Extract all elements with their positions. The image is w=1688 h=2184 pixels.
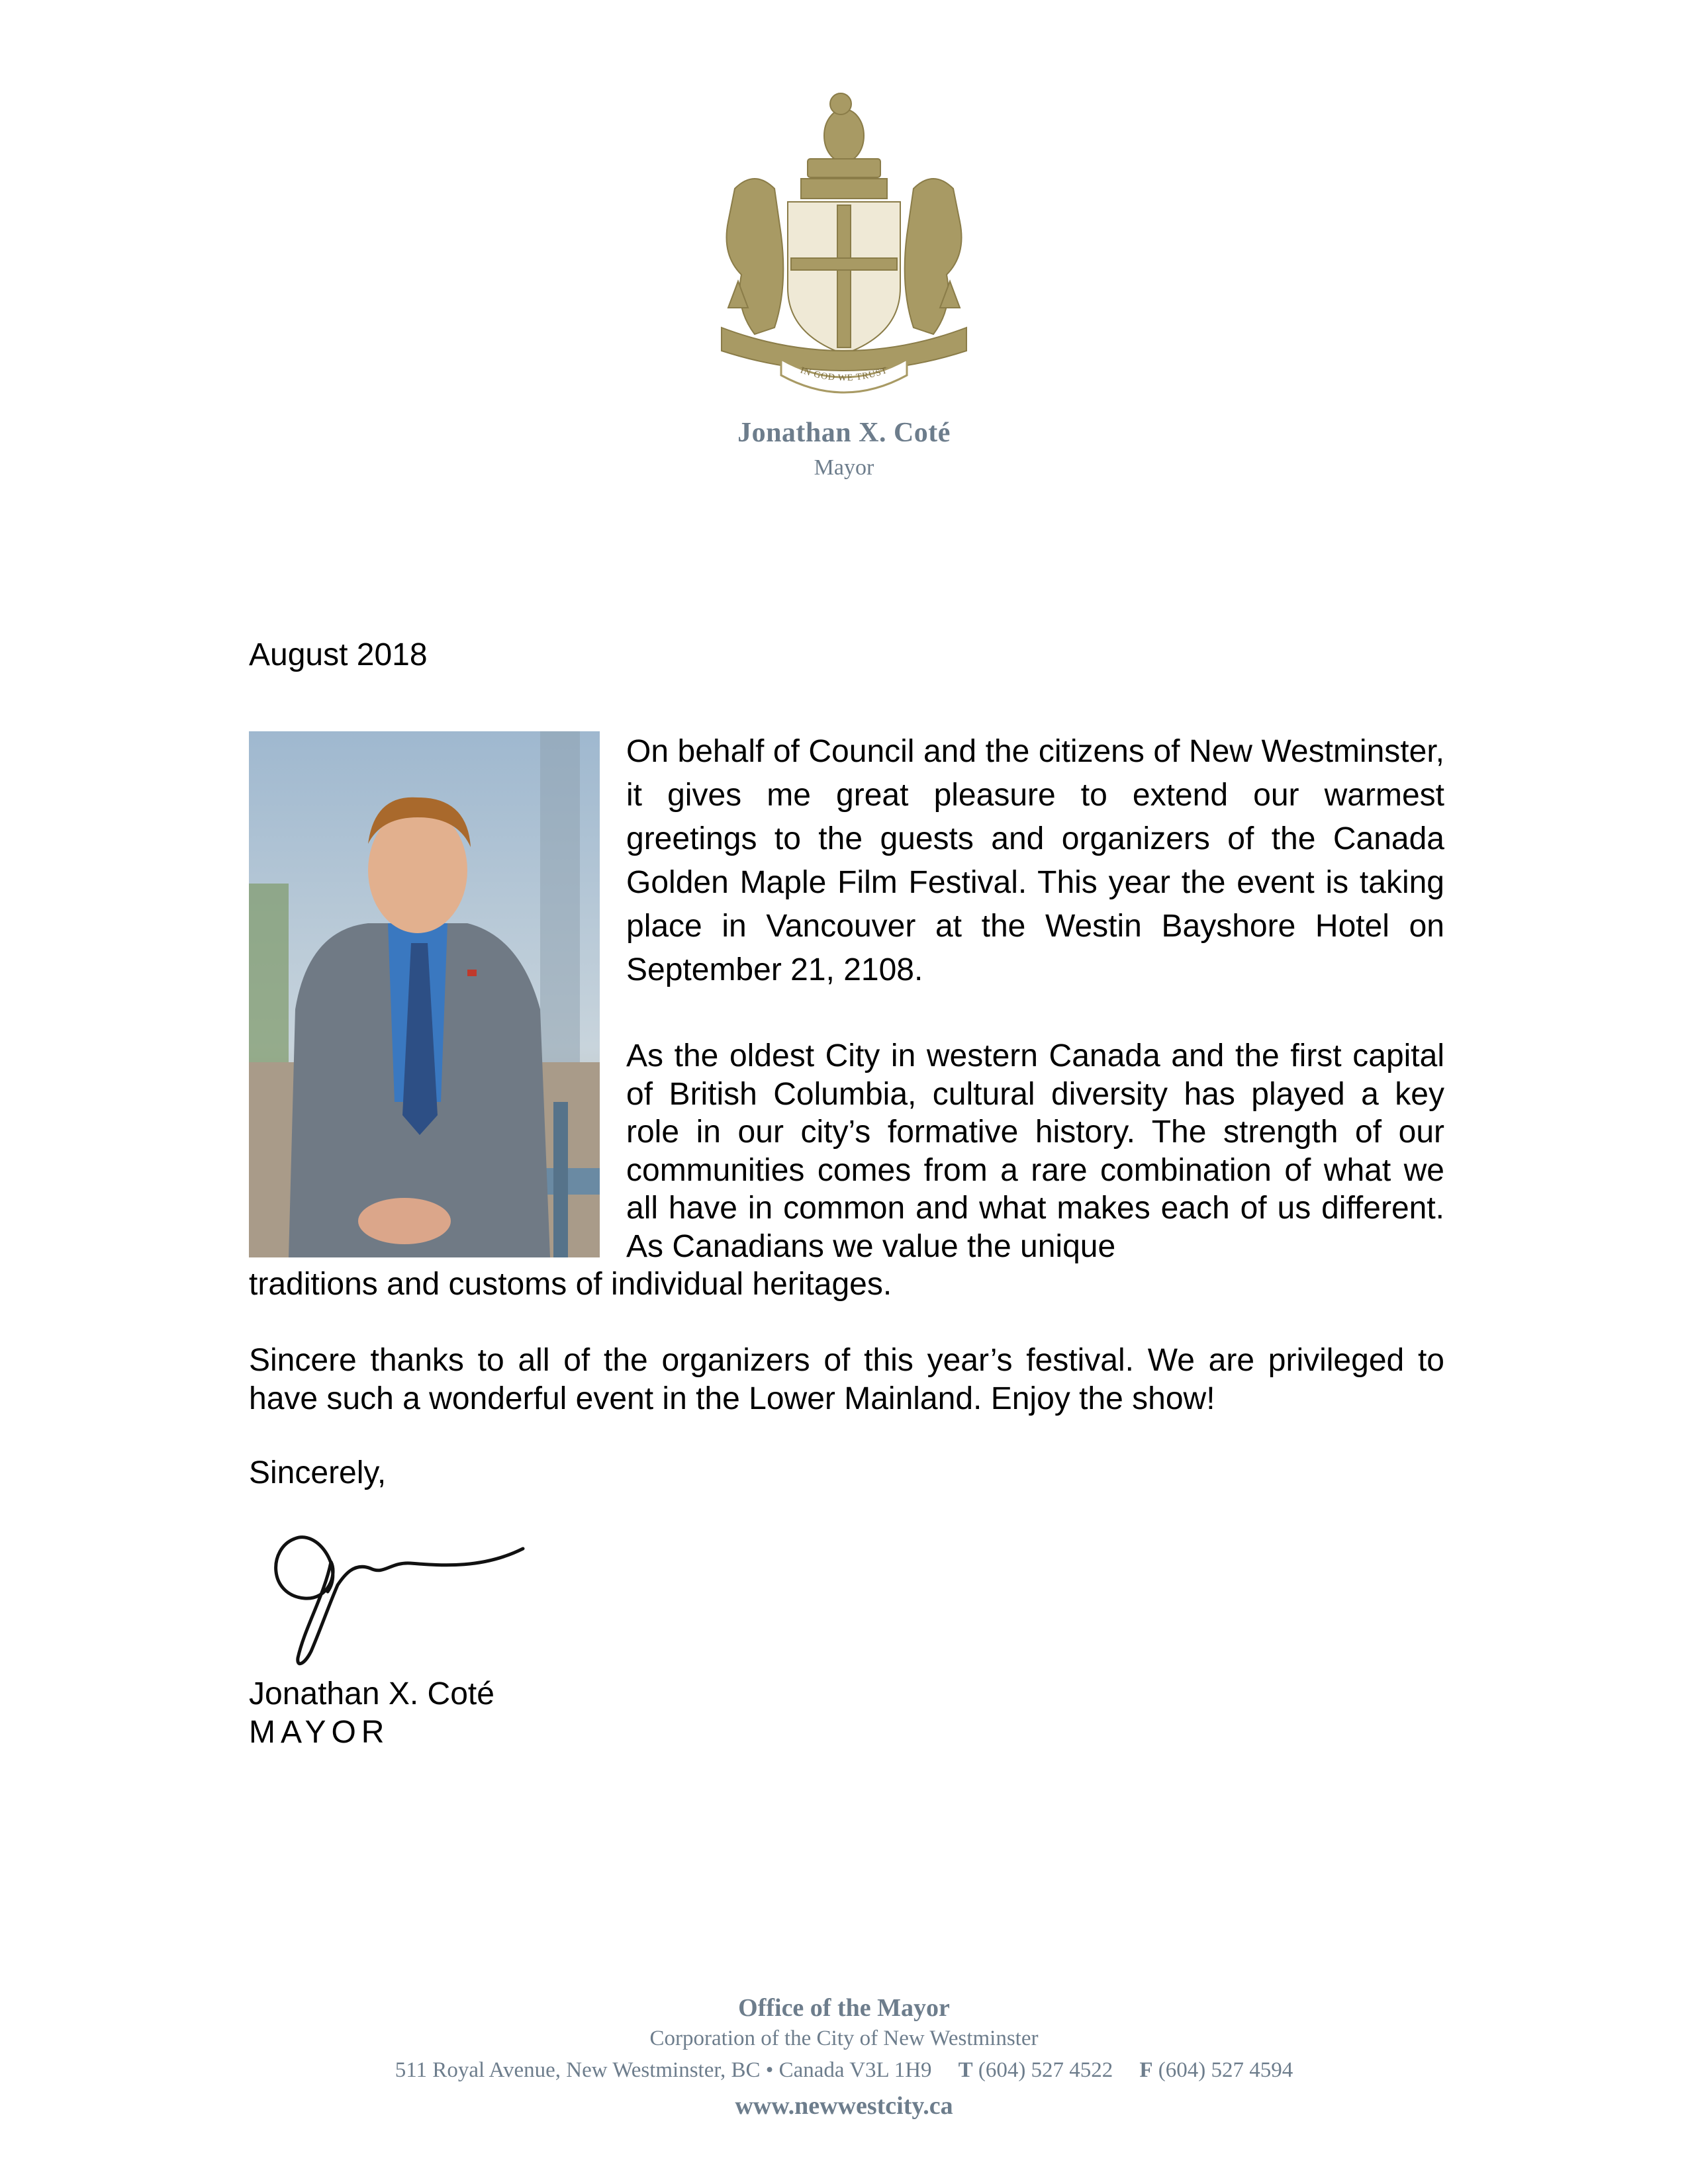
closing-salutation: Sincerely, [249,1455,387,1490]
coat-of-arms-icon [708,89,980,400]
footer-contact [0,2058,1688,2083]
letter-date: August 2018 [249,637,428,672]
footer-fax-label: F [1139,2058,1153,2082]
crest-motto: IN GOD WE TRUST [798,365,890,384]
signature-icon [265,1522,549,1674]
paragraph-2-continued: traditions and customs of individual heritages. [249,1267,892,1302]
footer-office: Office of the Mayor [738,1994,950,2022]
letterhead-title: Mayor [814,455,874,480]
paragraph-3: Sincere thanks to all of the organizers of this year’s festival. We are privileged to have such a wonderful event in the Lower Mainland. Enjoy the show! [249,1343,1444,1416]
paragraph-2: As the oldest City in western Canada and the first capital of British Columbia, cultural diversity has played a key role in our city’s formative history. The strength of our communities comes from a rare combination of what we all have in common and what makes each of us different. As Canadians we value the unique [626,1038,1444,1264]
signer-name: Jonathan X. Coté [249,1676,494,1711]
footer-phone: (604) 527 4522 [978,2058,1113,2082]
footer-corporation: Corporation of the City of New Westminster [649,2026,1039,2050]
footer-address: 511 Royal Avenue, New Westminster, BC • Canada V3L 1H9 [395,2058,932,2082]
letterhead-name: Jonathan X. Coté [737,418,951,448]
footer-phone-label: T [958,2058,973,2082]
footer-website-link[interactable]: www.newwestcity.ca [735,2092,953,2120]
crest-logo [708,89,980,400]
signature [265,1522,549,1674]
paragraph-1: On behalf of Council and the citizens of New Westminster, it gives me great pleasure to extend our warmest greetings to the guests and organizers of the Canada Golden Maple Film Festival. This year the event is taking place in Vancouver at the Westin Bayshore Hotel on September 21, 2108. [626,734,1444,987]
footer-fax: (604) 527 4594 [1158,2058,1293,2082]
signer-title: MAYOR [249,1715,390,1750]
portrait-photo [249,731,600,1257]
